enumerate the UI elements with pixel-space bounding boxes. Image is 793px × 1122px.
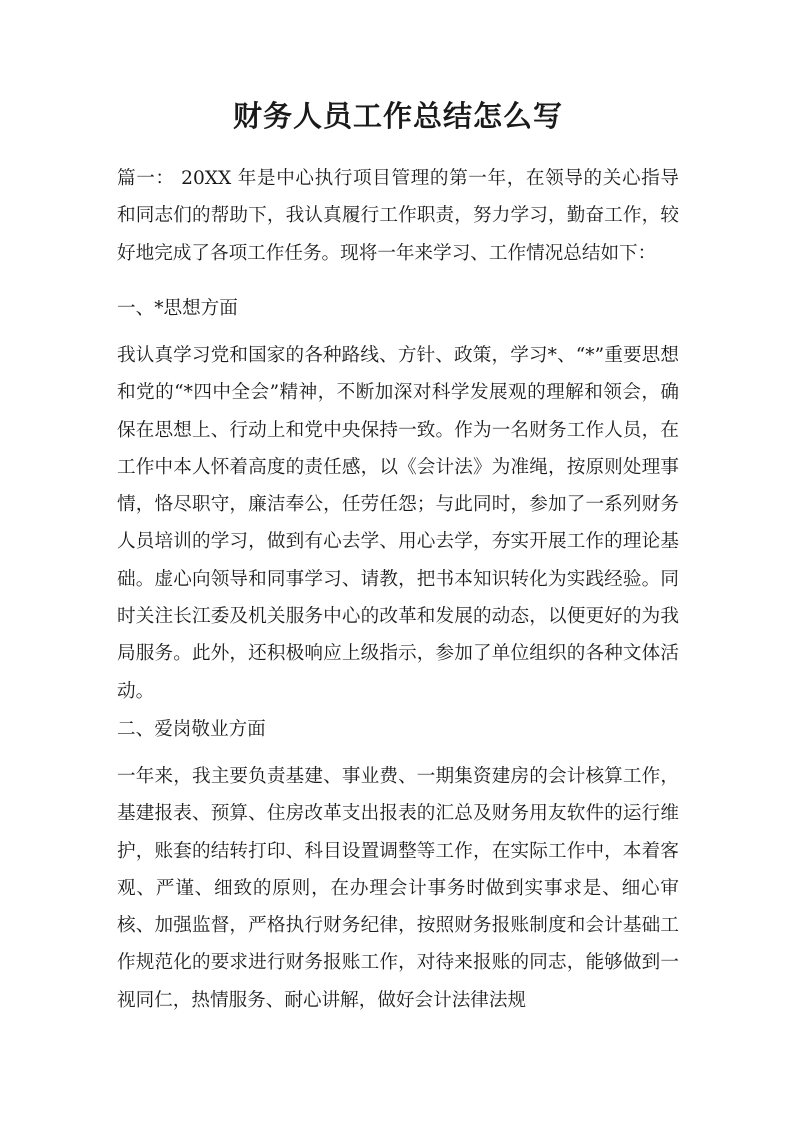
section-heading-thought: 一、*思想方面 <box>117 298 238 319</box>
document-title: 财务人员工作总结怎么写 <box>232 99 563 133</box>
thought-paragraph: 我认真学习党和国家的各种路线、方针、政策，学习*、“*”重要思想和党的“*四中全会”精神，不断加深对科学发展观的理解和领会，确保在思想上、行动上和党中央保持一致。作为一名财务工作人员，在工作中本人怀着高度的责任感，以《会计法》为准绳，按原则处理事情，恪尽职守，廉洁奉公，任劳任怨；与此同时，参加了一系列财务人员培训的学习，做到有心去学、用心去学，夯实开展工作的理论基础。虚心向领导和同事学习、请教，把书本知识转化为实践经验。同时关注长江委及机关服务中心的改革和发展的动态，以便更好的为我局服务。此外，还积极响应上级指示，参加了单位组织的各种文体活动。 <box>117 345 679 702</box>
dedication-paragraph: 一年来，我主要负责基建、事业费、一期集资建房的会计核算工作，基建报表、预算、住房改革支出报表的汇总及财务用友软件的运行维护，账套的结转打印、科目设置调整等工作，在实际工作中，本着客观、严谨、细致的原则，在办理会计事务时做到实事求是、细心审核、加强监督，严格执行财务纪律，按照财务报账制度和会计基础工作规范化的要求进行财务报账工作，对待来报账的同志，能够做到一视同仁，热情服务、耐心讲解，做好会计法律法规 <box>117 766 679 1011</box>
section-heading-dedication: 二、爱岗敬业方面 <box>117 719 266 740</box>
intro-paragraph: 篇一： 20XX 年是中心执行项目管理的第一年，在领导的关心指导和同志们的帮助下，我认真履行工作职责，努力学习，勤奋工作，较好地完成了各项工作任务。现将一年来学习、工作情况总结如下： <box>117 168 679 264</box>
